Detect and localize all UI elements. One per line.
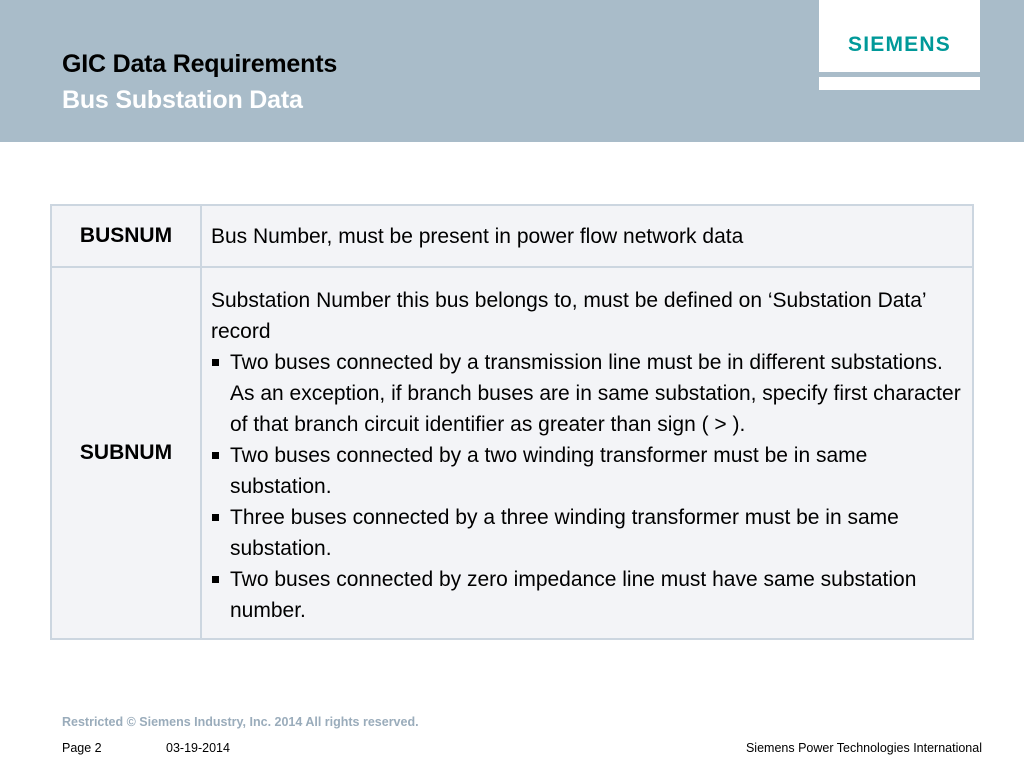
bullet-item bbox=[211, 564, 962, 626]
footer-page-number: Page 2 bbox=[62, 741, 102, 755]
subnum-description-text: Substation Number this bus belongs to, must be defined on ‘Substation Data’ record bbox=[211, 289, 926, 343]
footer-copyright: Restricted © Siemens Industry, Inc. 2014 All rights reserved. bbox=[62, 715, 419, 729]
subnum-key-cell: SUBNUM bbox=[51, 267, 201, 639]
table-row bbox=[51, 205, 973, 267]
busnum-key-cell: BUSNUM bbox=[51, 205, 201, 267]
siemens-logo bbox=[819, 0, 980, 72]
bullet-item bbox=[211, 502, 962, 564]
table-row bbox=[51, 267, 973, 639]
bullet-text: Two buses connected by a transmission line must be in different substations. As an exception, if branch buses are in same substation, specify first character of that branch circuit identifier as greater than sign ( > ). bbox=[230, 351, 961, 436]
slide-subtitle: Bus Substation Data bbox=[62, 86, 303, 114]
busnum-description-cell: Bus Number, must be present in power flow network data bbox=[201, 205, 973, 267]
square-bullet-icon bbox=[212, 576, 219, 583]
footer-company: Siemens Power Technologies International bbox=[745, 741, 982, 755]
subnum-bullet-list bbox=[211, 347, 962, 626]
bullet-text: Two buses connected by a two winding transformer must be in same substation. bbox=[230, 444, 868, 498]
bullet-item bbox=[211, 347, 962, 440]
square-bullet-icon bbox=[212, 359, 219, 366]
square-bullet-icon bbox=[212, 452, 219, 459]
bus-substation-data-table bbox=[50, 204, 974, 640]
square-bullet-icon bbox=[212, 514, 219, 521]
slide-title: GIC Data Requirements bbox=[62, 50, 338, 78]
bullet-text: Two buses connected by zero impedance line must have same substation number. bbox=[230, 568, 917, 622]
siemens-logo-text: SIEMENS bbox=[848, 33, 951, 56]
logo-underline bbox=[819, 77, 980, 90]
subnum-description-cell bbox=[201, 267, 973, 639]
bullet-text: Three buses connected by a three winding transformer must be in same substation. bbox=[230, 506, 899, 560]
bullet-item bbox=[211, 440, 962, 502]
footer-date: 03-19-2014 bbox=[166, 741, 230, 755]
